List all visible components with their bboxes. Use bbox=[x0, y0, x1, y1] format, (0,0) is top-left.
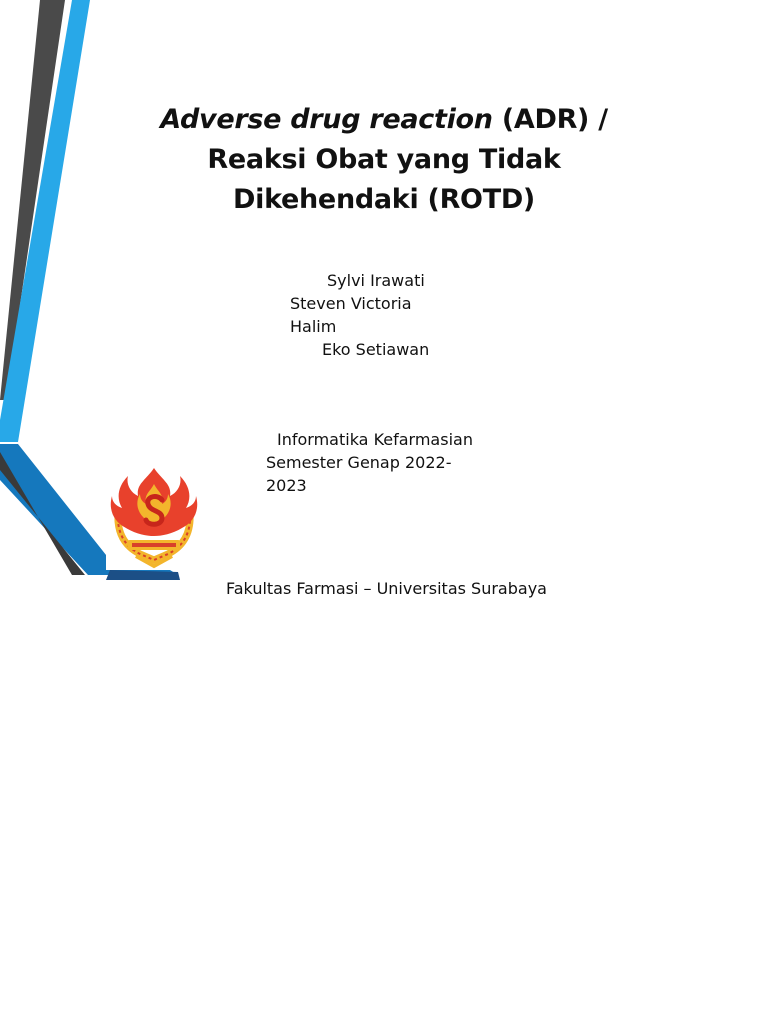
university-emblem-icon bbox=[106, 462, 202, 570]
author-line-3: Halim bbox=[290, 317, 337, 336]
title-italic: Adverse drug reaction bbox=[160, 104, 493, 135]
course-semester-line-2: 2023 bbox=[266, 476, 307, 495]
document-title bbox=[150, 100, 618, 220]
faculty-name: Fakultas Farmasi – Universitas Surabaya bbox=[226, 579, 547, 598]
title-line-2: Reaksi Obat yang Tidak bbox=[207, 144, 561, 175]
title-line-1-rest: (ADR) / bbox=[492, 104, 608, 135]
title-line-3: Dikehendaki (ROTD) bbox=[233, 184, 535, 215]
course-name: Informatika Kefarmasian bbox=[277, 430, 473, 449]
title-line-1 bbox=[150, 100, 618, 140]
author-line-2: Steven Victoria bbox=[290, 294, 412, 313]
author-line-4: Eko Setiawan bbox=[322, 340, 430, 359]
course-semester-line-1: Semester Genap 2022- bbox=[266, 453, 452, 472]
author-line-1: Sylvi Irawati bbox=[327, 271, 425, 290]
